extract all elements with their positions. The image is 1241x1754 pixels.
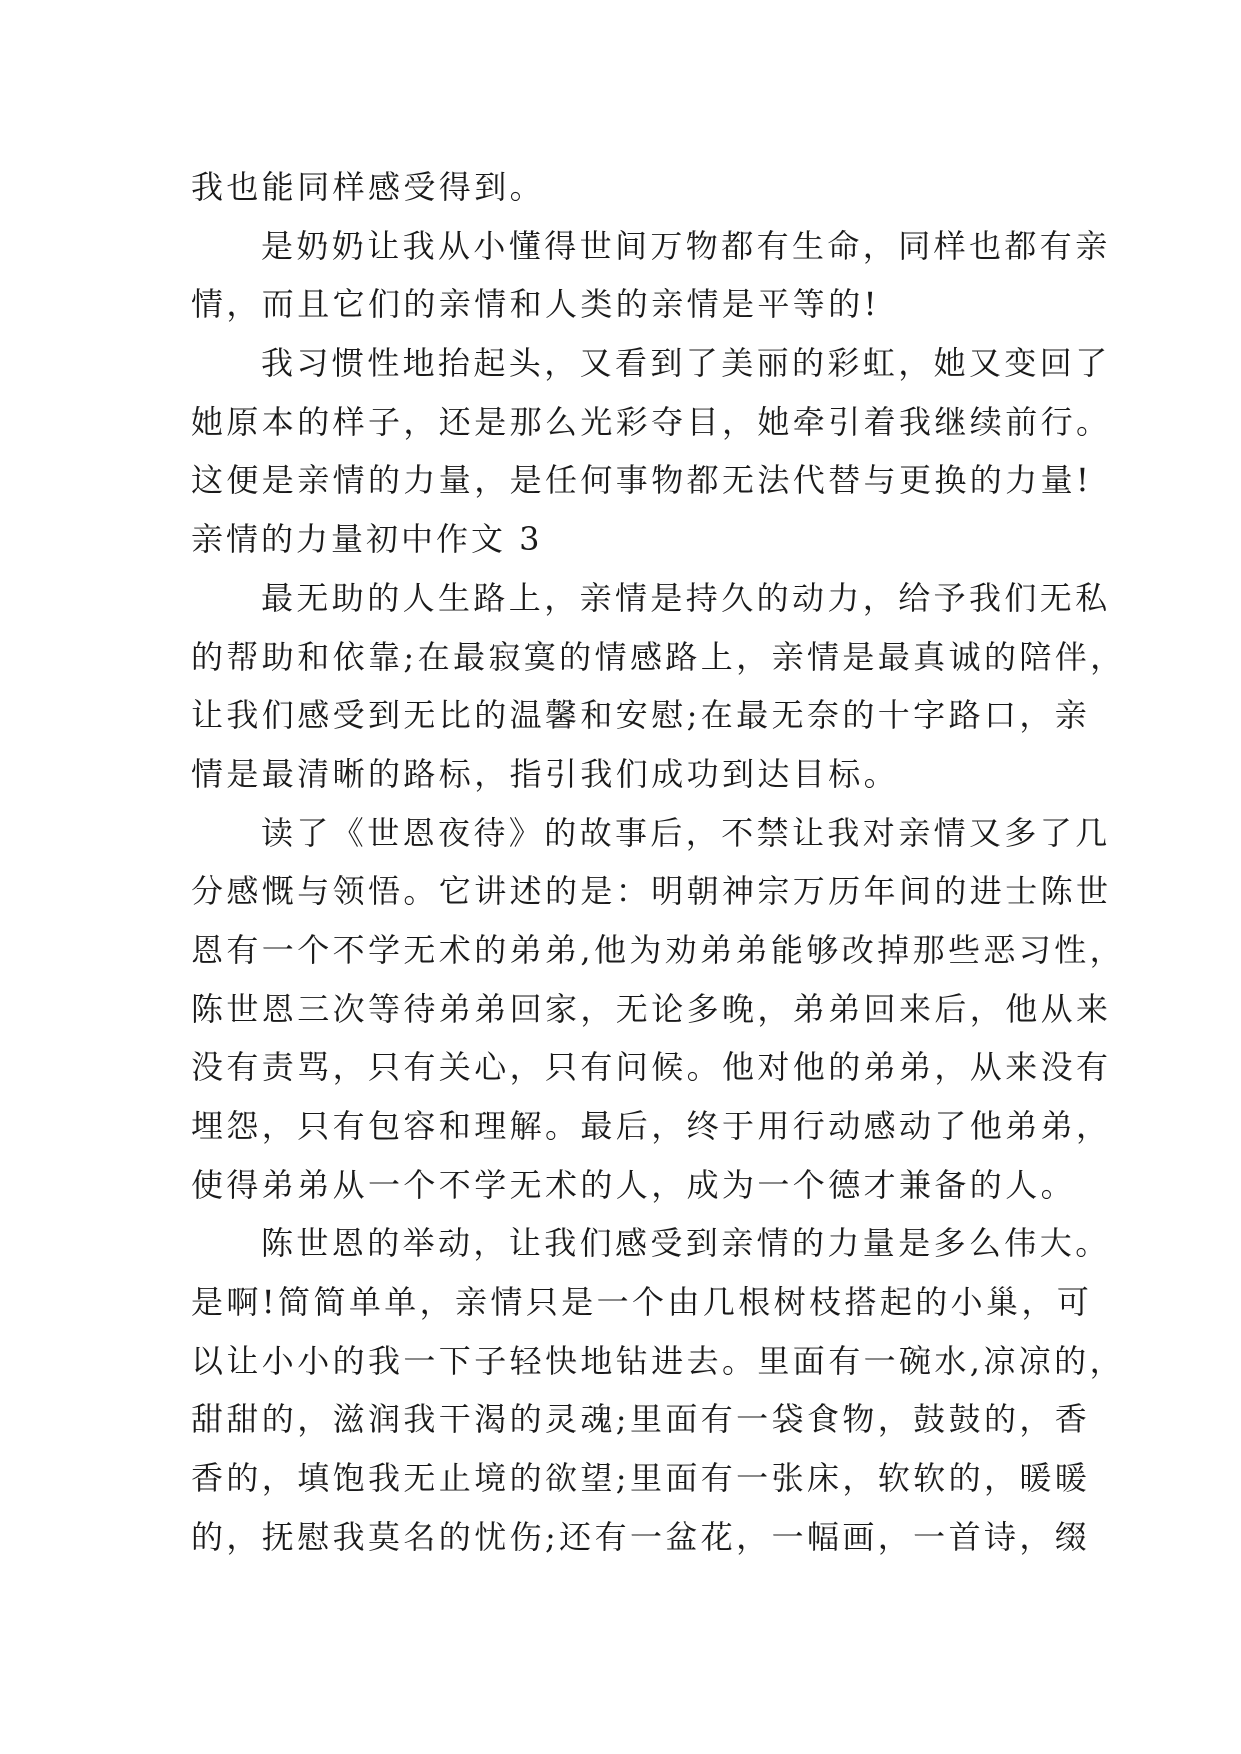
text-line: 情，而且它们的亲情和人类的亲情是平等的! xyxy=(191,285,880,324)
text-line: 这便是亲情的力量，是任何事物都无法代替与更换的力量! xyxy=(191,461,1093,500)
paragraph-start-line: 读了《世恩夜待》的故事后，不禁让我对亲情又多了几 xyxy=(261,813,1111,852)
text-line: 我也能同样感受得到。 xyxy=(191,168,546,206)
text-line: 使得弟弟从一个不学无术的人，成为一个德才兼备的人。 xyxy=(191,1165,1077,1204)
paragraph-start-line: 是奶奶让我从小懂得世间万物都有生命，同样也都有亲 xyxy=(261,226,1111,265)
text-line: 分感慨与领悟。它讲述的是：明朝神宗万历年间的进士陈世 xyxy=(191,872,1112,911)
paragraph-start-line: 最无助的人生路上，亲情是持久的动力，给予我们无私 xyxy=(261,578,1111,617)
text-line: 恩有一个不学无术的弟弟,他为劝弟弟能够改掉那些恶习性， xyxy=(191,930,1125,969)
text-line: 陈世恩三次等待弟弟回家，无论多晚，弟弟回来后，他从来 xyxy=(191,989,1112,1028)
text-line: 的帮助和依靠;在最寂寞的情感路上，亲情是最真诚的陪伴， xyxy=(191,637,1126,676)
text-line: 她原本的样子，还是那么光彩夺目，她牵引着我继续前行。 xyxy=(191,402,1112,441)
paragraph-start-line: 陈世恩的举动，让我们感受到亲情的力量是多么伟大。 xyxy=(261,1224,1111,1263)
text-line: 香的，填饱我无止境的欲望;里面有一张床，软软的，暖暖 xyxy=(191,1459,1091,1498)
paragraph-start-line: 我习惯性地抬起头，又看到了美丽的彩虹，她又变回了 xyxy=(261,344,1111,383)
text-line: 以让小小的我一下子轻快地钻进去。里面有一碗水,凉凉的， xyxy=(191,1341,1125,1380)
text-line: 埋怨，只有包容和理解。最后，终于用行动感动了他弟弟， xyxy=(191,1107,1112,1145)
section-heading: 亲情的力量初中作文 3 xyxy=(191,520,543,559)
text-line: 让我们感受到无比的温馨和安慰;在最无奈的十字路口，亲 xyxy=(191,696,1091,735)
text-line: 是啊!简简单单，亲情只是一个由几根树枝搭起的小巢，可 xyxy=(191,1283,1093,1322)
text-line: 没有责骂，只有关心，只有问候。他对他的弟弟，从来没有 xyxy=(191,1048,1112,1087)
document-body xyxy=(191,158,1126,1567)
text-line: 的，抚慰我莫名的忧伤;还有一盆花，一幅画，一首诗，缀 xyxy=(191,1517,1091,1556)
text-line: 甜甜的，滋润我干渴的灵魂;里面有一袋食物，鼓鼓的，香 xyxy=(191,1400,1091,1439)
text-line: 情是最清晰的路标，指引我们成功到达目标。 xyxy=(191,754,900,793)
